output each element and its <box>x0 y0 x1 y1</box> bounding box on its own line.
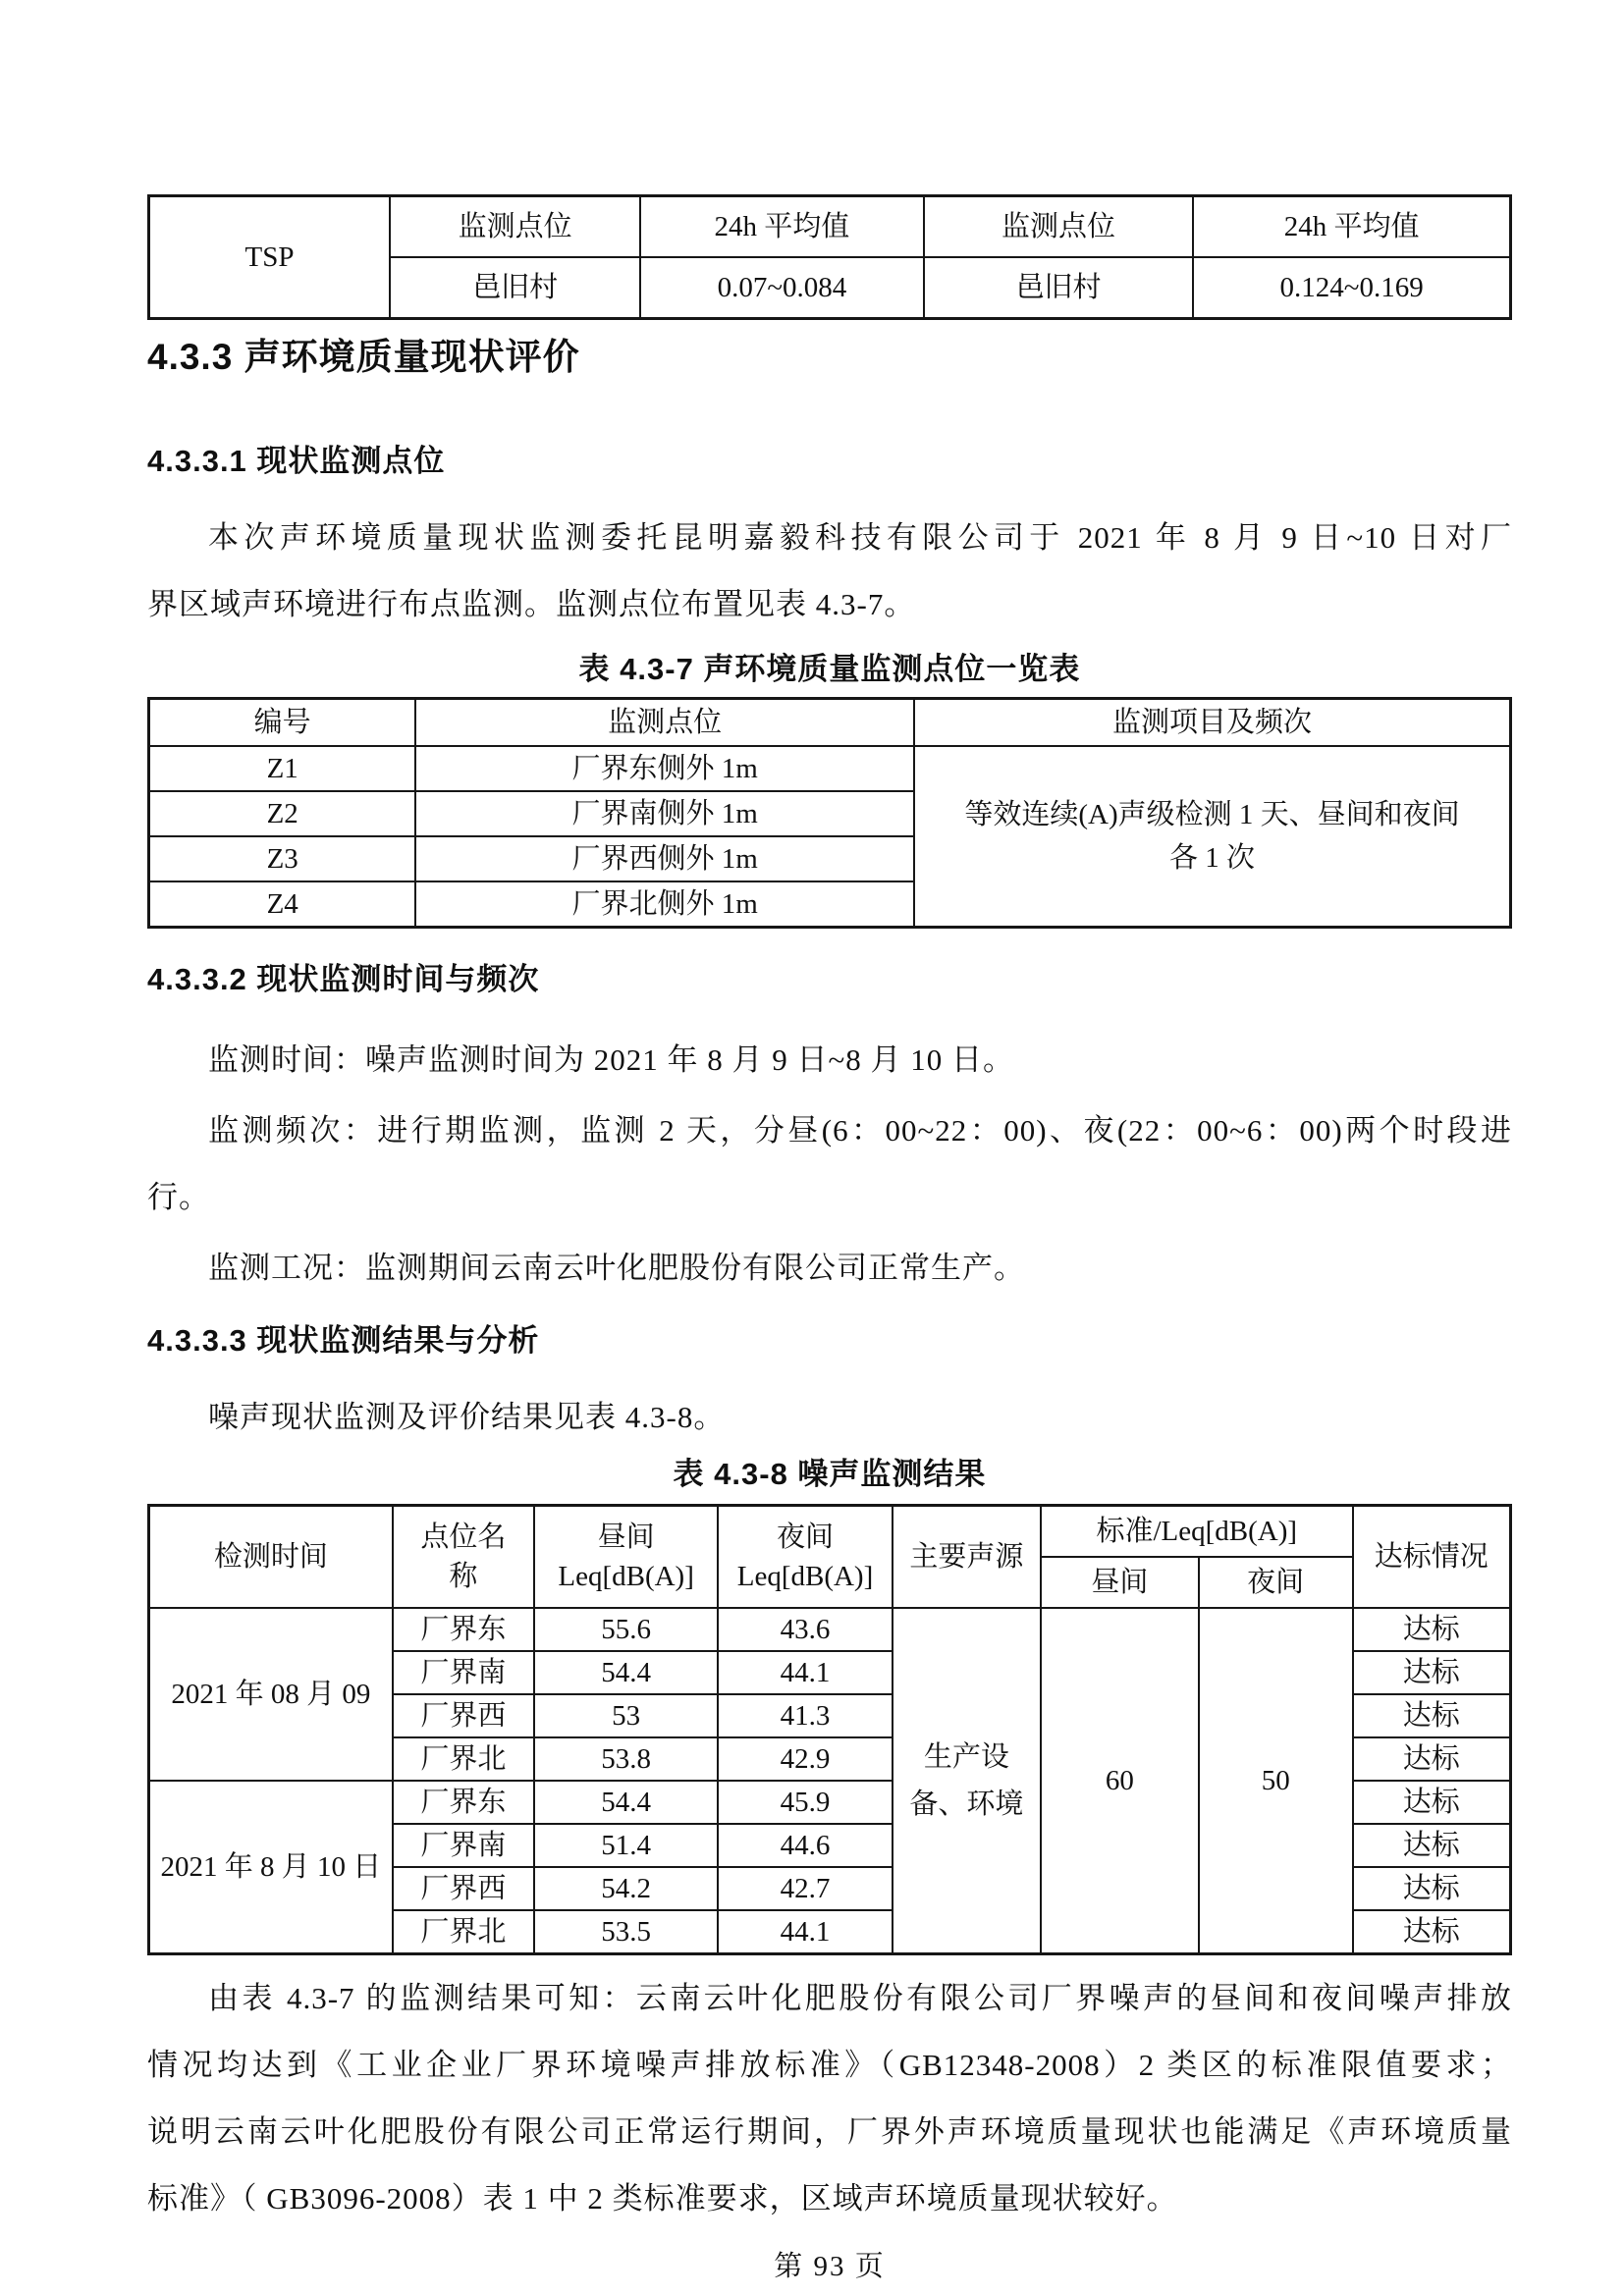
t438-night: 45.9 <box>718 1781 893 1824</box>
paragraph-line: 说明云南云叶化肥股份有限公司正常运行期间，厂界外声环境质量现状也能满足《声环境质量 <box>147 2114 1512 2149</box>
t438-day: 54.4 <box>534 1781 718 1824</box>
t438-night: 42.7 <box>718 1867 893 1910</box>
t438-night: 44.1 <box>718 1910 893 1954</box>
t438-header-day-l2: Leq[dB(A)] <box>558 1561 694 1592</box>
t438-header-night-l1: 夜间 <box>776 1522 834 1553</box>
tsp-header-point-1: 监测点位 <box>390 196 640 258</box>
paragraph-line: 监测频次：进行期监测，监测 2 天，分昼(6：00~22：00)、夜(22：00~6：00)两个时段进 <box>208 1113 1512 1148</box>
table-row <box>149 699 1511 747</box>
tsp-row-label: TSP <box>149 196 390 319</box>
tsp-header-point-2: 监测点位 <box>924 196 1194 258</box>
tsp-header-avg-2: 24h 平均值 <box>1193 196 1510 258</box>
tsp-header-avg-1: 24h 平均值 <box>640 196 923 258</box>
t438-night: 44.1 <box>718 1651 893 1694</box>
t438-source-text: 生产设备、环境 <box>909 1741 1024 1820</box>
t437-point: 厂界南侧外 1m <box>415 791 914 836</box>
t438-header-time: 检测时间 <box>149 1506 393 1609</box>
paragraph-line: 标准》（ GB3096-2008）表 1 中 2 类标准要求，区域声环境质量现状较好。 <box>147 2181 1178 2216</box>
t438-day: 54.2 <box>534 1867 718 1910</box>
table-437-title: 表 4.3-7 声环境质量监测点位一览表 <box>578 652 1081 686</box>
heading-4-3-3-3: 4.3.3.3 现状监测结果与分析 <box>147 1323 540 1358</box>
t438-std-day-value: 60 <box>1041 1608 1199 1954</box>
t438-point: 厂界北 <box>393 1737 534 1781</box>
t438-day: 55.6 <box>534 1608 718 1651</box>
noise-results-table <box>147 1504 1512 1955</box>
t438-status: 达标 <box>1353 1651 1511 1694</box>
table-row <box>149 746 1511 791</box>
t438-header-standard: 标准/Leq[dB(A)] <box>1041 1506 1353 1558</box>
t438-status: 达标 <box>1353 1781 1511 1824</box>
heading-4-3-3: 4.3.3 声环境质量现状评价 <box>147 337 580 377</box>
paragraph-line: 噪声现状监测及评价结果见表 4.3-8。 <box>208 1400 726 1434</box>
t437-note-cell <box>914 746 1511 928</box>
t438-point: 厂界南 <box>393 1651 534 1694</box>
t437-note-line2: 各 1 次 <box>1168 842 1255 874</box>
tsp-value-point-1: 邑旧村 <box>390 257 640 319</box>
t438-date-1: 2021 年 08 月 09 <box>149 1608 393 1781</box>
t438-night: 42.9 <box>718 1737 893 1781</box>
t438-status: 达标 <box>1353 1608 1511 1651</box>
t438-header-source: 主要声源 <box>893 1506 1041 1609</box>
t437-header-id: 编号 <box>149 699 416 747</box>
t438-point: 厂界西 <box>393 1867 534 1910</box>
t437-id: Z2 <box>149 791 416 836</box>
t438-header-day-l1: 昼间 <box>597 1522 655 1553</box>
table-row <box>149 1608 1511 1651</box>
t438-point: 厂界东 <box>393 1608 534 1651</box>
paragraph-line: 行。 <box>147 1180 210 1214</box>
t438-day: 53 <box>534 1694 718 1737</box>
t438-header-compliance: 达标情况 <box>1353 1506 1511 1609</box>
tsp-table-wrapper <box>147 0 1512 320</box>
paragraph-line: 监测工况：监测期间云南云叶化肥股份有限公司正常生产。 <box>208 1251 1025 1285</box>
t438-std-night-value: 50 <box>1199 1608 1353 1954</box>
tsp-value-avg-1: 0.07~0.084 <box>640 257 923 319</box>
t438-point: 厂界南 <box>393 1824 534 1867</box>
t438-header-night <box>718 1506 893 1609</box>
t437-id: Z4 <box>149 881 416 928</box>
t437-point: 厂界北侧外 1m <box>415 881 914 928</box>
t437-point: 厂界东侧外 1m <box>415 746 914 791</box>
t438-header-point-text: 点位名称 <box>420 1522 507 1592</box>
t438-status: 达标 <box>1353 1910 1511 1954</box>
paragraph-line: 本次声环境质量现状监测委托昆明嘉毅科技有限公司于 2021 年 8 月 9 日~10 日对厂 <box>208 520 1512 555</box>
paragraph-line: 由表 4.3-7 的监测结果可知：云南云叶化肥股份有限公司厂界噪声的昼间和夜间噪声排放 <box>208 1981 1512 2015</box>
t438-status: 达标 <box>1353 1694 1511 1737</box>
t438-header-night-l2: Leq[dB(A)] <box>736 1561 874 1592</box>
t438-header-point <box>393 1506 534 1609</box>
heading-4-3-3-2: 4.3.3.2 现状监测时间与频次 <box>147 962 540 996</box>
t438-status: 达标 <box>1353 1737 1511 1781</box>
tsp-value-point-2: 邑旧村 <box>924 257 1194 319</box>
t438-header-std-night: 夜间 <box>1199 1557 1353 1608</box>
table-438-title: 表 4.3-8 噪声监测结果 <box>673 1457 987 1491</box>
tsp-value-avg-2: 0.124~0.169 <box>1193 257 1510 319</box>
t438-day: 53.5 <box>534 1910 718 1954</box>
t438-header-std-day: 昼间 <box>1041 1557 1199 1608</box>
monitoring-points-table <box>147 697 1512 929</box>
t437-id: Z3 <box>149 836 416 881</box>
t438-day: 51.4 <box>534 1824 718 1867</box>
t437-header-item: 监测项目及频次 <box>914 699 1511 747</box>
t438-point: 厂界东 <box>393 1781 534 1824</box>
t437-point: 厂界西侧外 1m <box>415 836 914 881</box>
t437-header-point: 监测点位 <box>415 699 914 747</box>
page-number: 第 93 页 <box>774 2251 886 2282</box>
t438-day: 53.8 <box>534 1737 718 1781</box>
table-row <box>149 196 1511 258</box>
paragraph-line: 监测时间：噪声监测时间为 2021 年 8 月 9 日~8 月 10 日。 <box>208 1042 1015 1077</box>
t438-header-day <box>534 1506 718 1609</box>
t438-status: 达标 <box>1353 1824 1511 1867</box>
t438-point: 厂界西 <box>393 1694 534 1737</box>
paragraph-line: 情况均达到《工业企业厂界环境噪声排放标准》（GB12348-2008）2 类区的标准限值要求； <box>147 2048 1512 2082</box>
table-header-row <box>149 1506 1511 1558</box>
heading-4-3-3-1: 4.3.3.1 现状监测点位 <box>147 444 446 478</box>
table-438-wrapper <box>147 1504 1512 1955</box>
t438-source-cell <box>893 1608 1041 1954</box>
t438-night: 43.6 <box>718 1608 893 1651</box>
t438-date-2: 2021 年 8 月 10 日 <box>149 1781 393 1954</box>
t437-id: Z1 <box>149 746 416 791</box>
t438-night: 44.6 <box>718 1824 893 1867</box>
t438-point: 厂界北 <box>393 1910 534 1954</box>
t438-night: 41.3 <box>718 1694 893 1737</box>
paragraph-line: 界区域声环境进行布点监测。监测点位布置见表 4.3-7。 <box>147 587 916 621</box>
t437-note-line1: 等效连续(A)声级检测 1 天、昼间和夜间 <box>964 799 1460 830</box>
t438-status: 达标 <box>1353 1867 1511 1910</box>
tsp-table <box>147 194 1512 320</box>
table-437-wrapper <box>147 697 1512 929</box>
t438-day: 54.4 <box>534 1651 718 1694</box>
